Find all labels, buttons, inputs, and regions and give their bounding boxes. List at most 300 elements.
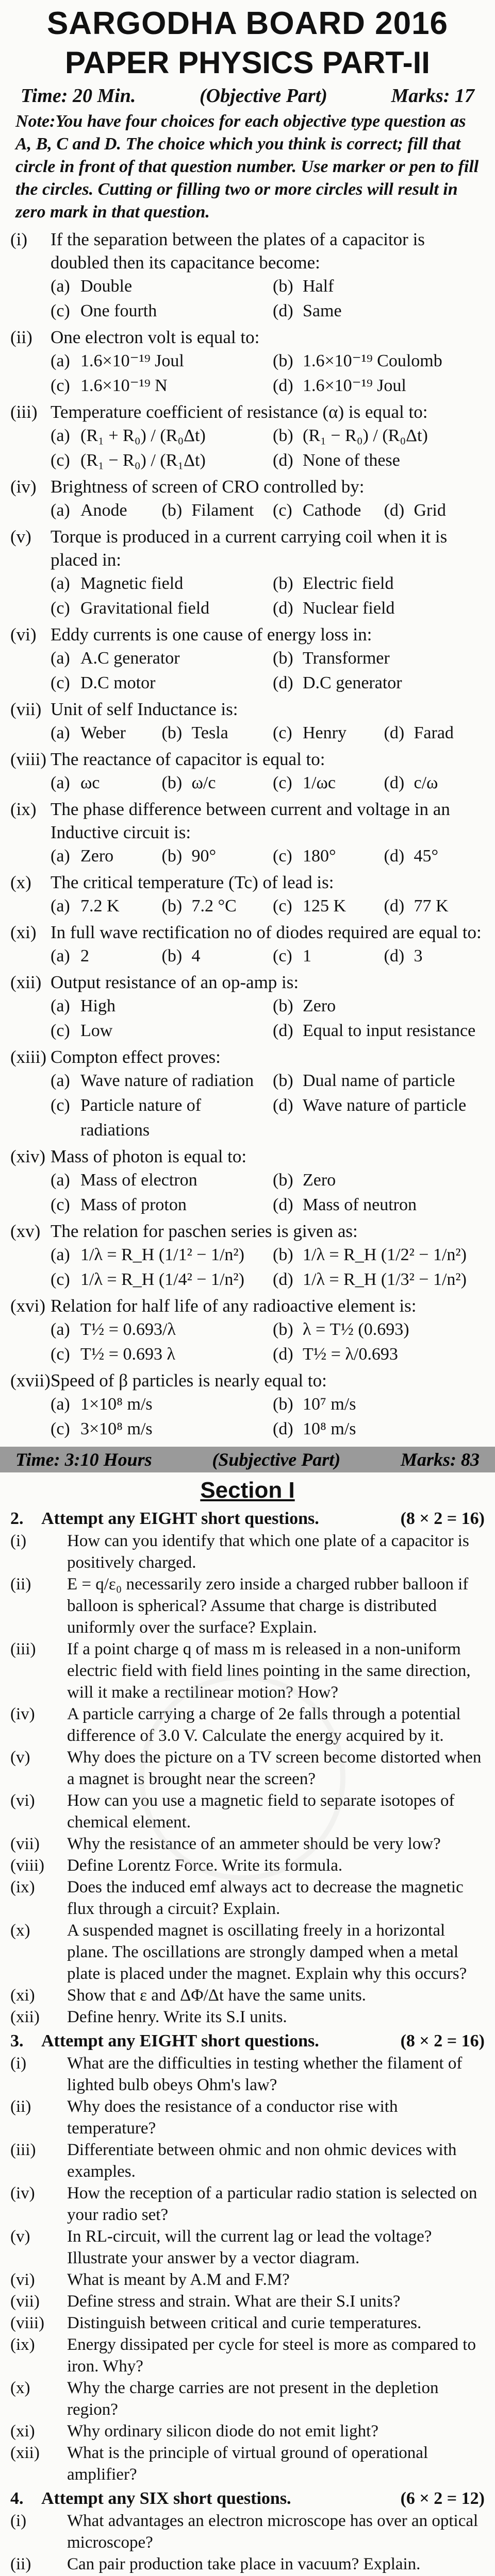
mcq-option: [51, 721, 152, 745]
short-question: [0, 2269, 495, 2291]
mcq-option: [384, 498, 485, 523]
mcq-option: [384, 771, 485, 795]
mcq-question: Temperature coefficient of resistance (α) is equal to:: [51, 402, 428, 422]
sub-text: Can pair production take place in vacuum? Explain.: [67, 2555, 421, 2573]
option-letter: (d): [384, 896, 405, 916]
option-letter: (b): [273, 649, 293, 668]
sub-number: (xii): [10, 2444, 40, 2462]
mcq-stem: [10, 228, 485, 274]
sub-text: Does the induced emf always act to decrease the magnetic flux through a circuit? Explain.: [67, 1878, 464, 1918]
mcq-number: (ii): [10, 327, 32, 347]
option-letter: (b): [273, 1320, 293, 1339]
mcq-item: [10, 400, 485, 473]
option-letter: (a): [51, 426, 70, 445]
option-letter: (b): [273, 1071, 293, 1090]
option-letter: (c): [51, 376, 70, 395]
option-text: 1/λ = R_H (1/3² − 1/n²): [303, 1270, 467, 1289]
short-question: [0, 1876, 495, 1920]
subjective-marks: Marks: 83: [400, 1449, 480, 1470]
mcq-question: Speed of β particles is nearly equal to:: [51, 1370, 327, 1391]
question-heading: [0, 2028, 495, 2053]
short-question: [0, 1985, 495, 2006]
sub-text: A particle carrying a charge of 2e falls through a potential difference of 3.0 V. Calculate the energy acquired by it.: [67, 1705, 461, 1745]
option-text: Farad: [414, 723, 454, 742]
option-text: T½ = λ/0.693: [303, 1345, 398, 1364]
short-question: [0, 2139, 495, 2182]
option-text: One fourth: [80, 301, 157, 320]
short-question: [0, 2420, 495, 2442]
option-text: 2: [80, 946, 89, 965]
mcq-item: [10, 921, 485, 969]
mcq-stem: [10, 971, 485, 994]
sub-number: (iii): [10, 2141, 36, 2159]
mcq-list: [0, 224, 495, 1442]
mcq-option: [273, 1342, 485, 1367]
mcq-question: In full wave rectification no of diodes required are equal to:: [51, 922, 482, 942]
mcq-number: (xiv): [10, 1146, 46, 1166]
paper-title: PAPER PHYSICS PART-II: [65, 45, 430, 80]
mcq-options: [10, 571, 485, 621]
option-letter: (a): [51, 896, 70, 916]
option-text: 125 K: [303, 896, 346, 916]
option-letter: (a): [51, 846, 70, 866]
short-question: [0, 2291, 495, 2312]
mcq-question: Brightness of screen of CRO controlled by:: [51, 477, 365, 497]
mcq-item: [10, 971, 485, 1043]
sub-text: E = q/ε₀ necessarily zero inside a charged rubber balloon if balloon is spherical? Assume that charge is distributed uniformly over the surface? Explain.: [67, 1575, 469, 1637]
sub-text: Define stress and strain. What are their S.I units?: [67, 2292, 401, 2311]
mcq-item: [10, 871, 485, 919]
option-letter: (a): [51, 277, 70, 296]
mcq-option: [51, 1093, 262, 1143]
option-letter: (a): [51, 351, 70, 370]
question-instruction: Attempt any EIGHT short questions.: [41, 2031, 319, 2050]
mcq-option: [384, 721, 485, 745]
sub-text: Energy dissipated per cycle for steel is more as compared to iron. Why?: [67, 2335, 476, 2376]
option-text: 3: [414, 946, 423, 965]
option-letter: (a): [51, 723, 70, 742]
question-marks: (8 × 2 = 16): [400, 1509, 485, 1528]
option-text: Dual name of particle: [303, 1071, 455, 1090]
option-text: Grid: [414, 501, 446, 520]
option-letter: (c): [51, 1270, 70, 1289]
mcq-option: [51, 944, 152, 969]
mcq-option: [51, 1392, 262, 1417]
sub-number: (ii): [10, 2097, 31, 2116]
mcq-option: [51, 274, 262, 299]
option-letter: (b): [161, 846, 183, 866]
option-letter: (c): [273, 846, 292, 866]
option-text: Equal to input resistance: [303, 1021, 476, 1040]
sub-text: Why ordinary silicon diode do not emit light?: [67, 2422, 378, 2441]
mcq-question: Mass of photon is equal to:: [51, 1146, 247, 1166]
sub-number: (iv): [10, 1705, 35, 1723]
mcq-question: Output resistance of an op-amp is:: [51, 972, 299, 992]
sub-number: (vi): [10, 1791, 35, 1810]
mcq-stem: [10, 798, 485, 844]
short-question: [0, 2096, 495, 2139]
mcq-question: The critical temperature (Tc) of lead is:: [51, 872, 334, 892]
mcq-number: (viii): [10, 749, 46, 769]
mcq-options: [10, 646, 485, 696]
mcq-option: [51, 1168, 262, 1193]
mcq-option: [51, 1417, 262, 1442]
mcq-stem: [10, 1045, 485, 1069]
mcq-number: (v): [10, 527, 31, 547]
option-letter: (c): [51, 1419, 70, 1438]
option-letter: (c): [51, 673, 70, 692]
mcq-stem: [10, 525, 485, 571]
option-letter: (d): [273, 451, 293, 470]
sub-number: (vii): [10, 2292, 40, 2311]
mcq-number: (vi): [10, 624, 37, 645]
mcq-option: [273, 646, 485, 671]
option-text: 7.2 °C: [191, 896, 237, 916]
mcq-option: [51, 1342, 262, 1367]
mcq-options: [10, 1392, 485, 1442]
mcq-stem: [10, 475, 485, 498]
mcq-options: [10, 349, 485, 398]
option-letter: (a): [51, 574, 70, 593]
option-letter: (b): [273, 1171, 293, 1190]
mcq-stem: [10, 1294, 485, 1317]
mcq-option: [273, 374, 485, 398]
watermark-stamp: [139, 1674, 345, 1880]
option-text: 1/λ = R_H (1/4² − 1/n²): [80, 1270, 244, 1289]
mcq-question: The relation for paschen series is given as:: [51, 1221, 358, 1241]
option-text: Same: [303, 301, 342, 320]
option-text: (R₁ − R₀) / (R₀Δt): [303, 426, 428, 445]
mcq-option: [273, 1392, 485, 1417]
option-letter: (c): [51, 1195, 70, 1214]
mcq-item: [10, 698, 485, 745]
mcq-option: [51, 1267, 262, 1292]
sub-text: Why the resistance of an ammeter should be very low?: [67, 1835, 441, 1853]
mcq-options: [10, 894, 485, 919]
mcq-option: [51, 571, 262, 596]
sub-number: (i): [10, 2054, 27, 2073]
mcq-item: [10, 1045, 485, 1143]
mcq-stem: [10, 698, 485, 721]
mcq-options: [10, 423, 485, 473]
mcq-number: (iv): [10, 477, 37, 497]
option-text: Wave nature of radiation: [80, 1071, 254, 1090]
mcq-stem: [10, 1145, 485, 1168]
sub-number: (viii): [10, 2314, 44, 2332]
option-letter: (a): [51, 649, 70, 668]
mcq-number: (i): [10, 229, 28, 249]
option-text: Half: [303, 277, 334, 296]
option-text: 7.2 K: [80, 896, 120, 916]
short-question: [0, 2334, 495, 2377]
option-text: 1/ωc: [303, 773, 336, 792]
mcq-option: [273, 1267, 485, 1292]
short-question: [0, 2006, 495, 2028]
mcq-option: [273, 771, 374, 795]
sub-number: (x): [10, 2379, 30, 2397]
option-letter: (a): [51, 1245, 70, 1264]
sub-text: What are the difficulties in testing whether the filament of lighted bulb obeys Ohm's law?: [67, 2054, 463, 2094]
mcq-number: (xvi): [10, 1296, 46, 1316]
option-text: 77 K: [414, 896, 449, 916]
sub-number: (ii): [10, 2555, 31, 2573]
mcq-option: [273, 596, 485, 621]
mcq-option: [51, 1193, 262, 1217]
option-letter: (d): [273, 1345, 293, 1364]
option-letter: (b): [161, 501, 183, 520]
mcq-option: [384, 944, 485, 969]
mcq-item: [10, 623, 485, 696]
option-letter: (b): [161, 773, 183, 792]
mcq-option: [273, 1069, 485, 1093]
mcq-option: [51, 1019, 262, 1043]
option-letter: (b): [273, 1245, 293, 1264]
option-text: 1.6×10⁻¹⁹ N: [80, 376, 168, 395]
sub-number: (ix): [10, 1878, 35, 1896]
option-letter: (d): [384, 946, 405, 965]
mcq-option: [162, 944, 263, 969]
mcq-stem: [10, 748, 485, 771]
option-text: 180°: [303, 846, 336, 866]
section-one-heading: Section I: [200, 1478, 295, 1503]
option-letter: (c): [273, 501, 292, 520]
option-text: D.C motor: [80, 673, 156, 692]
mcq-option: [273, 349, 485, 374]
mcq-option: [273, 299, 485, 324]
sub-text: How can you identify that which one plate of a capacitor is positively charged.: [67, 1532, 469, 1572]
option-letter: (c): [51, 1021, 70, 1040]
mcq-option: [273, 448, 485, 473]
mcq-option: [273, 1317, 485, 1342]
sub-number: (xi): [10, 1986, 35, 2005]
mcq-option: [51, 374, 262, 398]
mcq-option: [273, 994, 485, 1019]
option-letter: (a): [51, 501, 70, 520]
short-question: [0, 2510, 495, 2553]
option-letter: (d): [273, 1270, 293, 1289]
mcq-option: [273, 894, 374, 919]
sub-text: Differentiate between ohmic and non ohmic devices with examples.: [67, 2141, 457, 2181]
option-letter: (c): [273, 773, 292, 792]
sub-number: (ii): [10, 1575, 31, 1594]
mcq-option: [162, 498, 263, 523]
mcq-question: Relation for half life of any radioactive element is:: [51, 1296, 417, 1316]
question-instruction: Attempt any EIGHT short questions.: [41, 1509, 319, 1528]
option-letter: (a): [51, 946, 70, 965]
mcq-option: [162, 894, 263, 919]
mcq-options: [10, 274, 485, 324]
option-text: 4: [191, 946, 201, 965]
option-text: Transformer: [303, 649, 390, 668]
sub-text: How can you use a magnetic field to separate isotopes of chemical element.: [67, 1791, 455, 1832]
objective-meta: [0, 80, 495, 107]
option-letter: (d): [273, 1096, 293, 1115]
mcq-number: (vii): [10, 699, 42, 719]
short-question: [0, 1920, 495, 1985]
subjective-time: Time: 3:10 Hours: [15, 1449, 152, 1470]
mcq-stem: [10, 326, 485, 349]
question-marks: (8 × 2 = 16): [400, 2031, 485, 2050]
mcq-number: (xii): [10, 972, 42, 992]
mcq-number: (ix): [10, 799, 37, 819]
mcq-option: [273, 721, 374, 745]
sub-text: What is the principle of virtual ground of operational amplifier?: [67, 2444, 428, 2484]
option-text: Zero: [303, 1171, 336, 1190]
mcq-item: [10, 326, 485, 398]
option-text: 1: [303, 946, 311, 965]
mcq-option: [51, 1069, 262, 1093]
option-letter: (a): [51, 1395, 70, 1414]
option-text: 1/λ = R_H (1/2² − 1/n²): [303, 1245, 467, 1264]
short-question: [0, 2226, 495, 2269]
mcq-option: [273, 1243, 485, 1267]
option-letter: (c): [51, 599, 70, 618]
option-letter: (d): [273, 376, 293, 395]
mcq-item: [10, 1369, 485, 1442]
mcq-options: [10, 721, 485, 745]
mcq-option: [51, 771, 152, 795]
question-instruction: Attempt any SIX short questions.: [41, 2489, 291, 2508]
subjective-part: (Subjective Part): [212, 1449, 341, 1470]
option-text: Zero: [303, 996, 336, 1015]
sub-number: (vi): [10, 2270, 35, 2289]
mcq-number: (xvii): [10, 1370, 51, 1391]
option-letter: (a): [51, 996, 70, 1015]
mcq-option: [51, 596, 262, 621]
sub-number: (v): [10, 1748, 30, 1767]
short-question: [0, 2053, 495, 2096]
option-letter: (a): [51, 773, 70, 792]
sub-text: In RL-circuit, will the current lag or lead the voltage? Illustrate your answer by a vector diagram.: [67, 2227, 432, 2267]
option-text: High: [80, 996, 116, 1015]
mcq-options: [10, 944, 485, 969]
mcq-option: [51, 299, 262, 324]
time-label: Time: 20 Min.: [21, 85, 136, 107]
sub-text: Define Lorentz Force. Write its formula.: [67, 1856, 343, 1875]
mcq-option: [273, 274, 485, 299]
question-3: [0, 2028, 495, 2485]
mcq-options: [10, 1317, 485, 1367]
sub-text: A suspended magnet is oscillating freely in a horizontal plane. The oscillations are strongly damped when a metal plate is placed under the magnet. Explain why this occurs?: [67, 1921, 467, 1983]
mcq-option: [51, 448, 262, 473]
mcq-options: [10, 844, 485, 869]
sub-number: (vii): [10, 1835, 40, 1853]
mcq-question: The reactance of capacitor is equal to:: [51, 749, 325, 769]
sub-text: Why does the picture on a TV screen become distorted when a magnet is brought near the screen?: [67, 1748, 482, 1788]
sub-text: What is meant by A.M and F.M?: [67, 2270, 290, 2289]
option-letter: (d): [273, 673, 293, 692]
option-letter: (b): [161, 723, 183, 742]
option-text: Weber: [80, 723, 126, 742]
short-question: [0, 2442, 495, 2485]
mcq-number: (iii): [10, 402, 38, 422]
sub-number: (xii): [10, 2008, 40, 2026]
mcq-options: [10, 771, 485, 795]
option-letter: (b): [161, 946, 183, 965]
option-text: Low: [80, 1021, 113, 1040]
question-4: [0, 2485, 495, 2576]
option-letter: (c): [51, 301, 70, 320]
mcq-options: [10, 1243, 485, 1292]
part-label: (Objective Part): [199, 85, 327, 107]
question-number: 3.: [10, 2031, 24, 2050]
option-letter: (b): [273, 351, 293, 370]
mcq-number: (xiii): [10, 1047, 46, 1067]
paper-header: [0, 5, 495, 80]
question-heading: [0, 2485, 495, 2510]
option-text: Mass of proton: [80, 1195, 187, 1214]
mcq-question: The phase difference between current and voltage in an Inductive circuit is:: [51, 799, 450, 842]
option-letter: (d): [273, 301, 293, 320]
option-text: Wave nature of particle: [303, 1096, 467, 1115]
mcq-option: [51, 423, 262, 448]
mcq-option: [51, 349, 262, 374]
sub-number: (iii): [10, 1640, 36, 1658]
mcq-option: [51, 646, 262, 671]
option-text: Filament: [191, 501, 254, 520]
option-letter: (c): [273, 946, 292, 965]
mcq-option: [273, 844, 374, 869]
mcq-item: [10, 228, 485, 324]
option-text: 45°: [414, 846, 439, 866]
option-letter: (c): [51, 1096, 70, 1115]
option-text: Mass of electron: [80, 1171, 197, 1190]
option-text: Nuclear field: [303, 599, 395, 618]
mcq-option: [384, 894, 485, 919]
mcq-option: [51, 994, 262, 1019]
option-text: c/ω: [414, 773, 438, 792]
mcq-question: Unit of self Inductance is:: [51, 699, 238, 719]
option-letter: (b): [161, 896, 183, 916]
option-text: (R₁ − R₀) / (R₁Δt): [80, 451, 206, 470]
option-text: 3×10⁸ m/s: [80, 1419, 153, 1438]
option-letter: (d): [384, 773, 405, 792]
mcq-option: [273, 944, 374, 969]
option-text: Cathode: [303, 501, 361, 520]
mcq-question: Eddy currents is one cause of energy loss in:: [51, 624, 372, 645]
mcq-item: [10, 1145, 485, 1217]
option-letter: (c): [51, 1345, 70, 1364]
option-letter: (a): [51, 1071, 70, 1090]
sub-number: (i): [10, 2512, 27, 2530]
option-letter: (d): [273, 1021, 293, 1040]
option-text: (R₁ + R₀) / (R₀Δt): [80, 426, 206, 445]
mcq-stem: [10, 871, 485, 894]
option-text: Henry: [303, 723, 346, 742]
short-question: [0, 2182, 495, 2226]
option-text: A.C generator: [80, 649, 180, 668]
mcq-option: [162, 771, 263, 795]
option-letter: (d): [384, 723, 405, 742]
mcq-option: [273, 571, 485, 596]
option-text: 1/λ = R_H (1/1² − 1/n²): [80, 1245, 244, 1264]
short-question: [0, 2312, 495, 2334]
sub-number: (i): [10, 1532, 27, 1550]
option-text: ω/c: [191, 773, 216, 792]
mcq-option: [51, 844, 152, 869]
option-text: Anode: [80, 501, 127, 520]
mcq-question: Torque is produced in a current carrying coil when it is placed in:: [51, 527, 448, 570]
mcq-option: [273, 1093, 485, 1143]
option-letter: (d): [273, 1195, 293, 1214]
sub-number: (viii): [10, 1856, 44, 1875]
option-text: 1.6×10⁻¹⁹ Coulomb: [303, 351, 442, 370]
option-text: T½ = 0.693/λ: [80, 1320, 176, 1339]
mcq-question: If the separation between the plates of a capacitor is doubled then its capacitance become:: [51, 229, 425, 273]
option-text: Magnetic field: [80, 574, 184, 593]
option-text: 10⁸ m/s: [303, 1419, 356, 1438]
sub-text: Why does the resistance of a conductor rise with temperature?: [67, 2097, 398, 2138]
